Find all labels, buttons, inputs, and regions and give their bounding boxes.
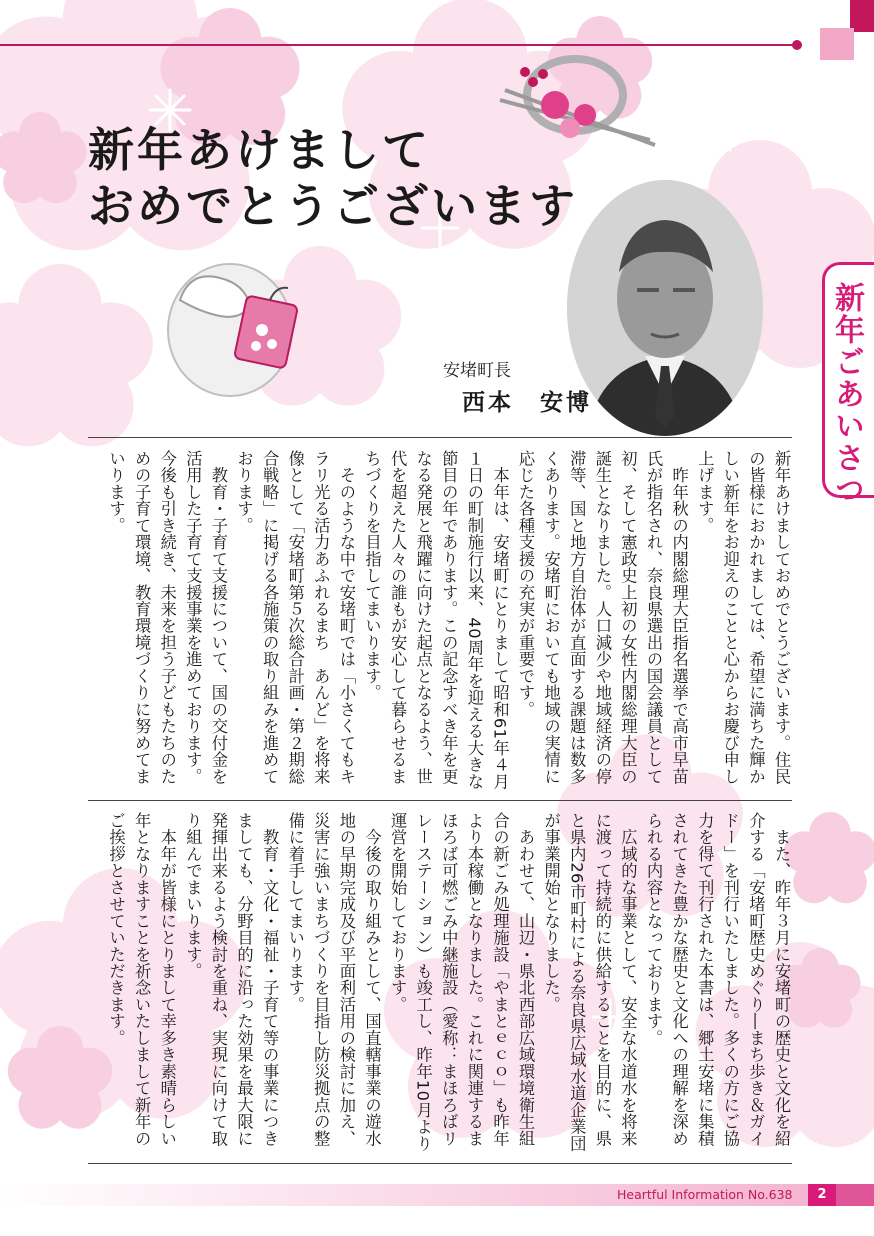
paragraph: 教育・文化・福祉・子育て等の事業につきましても、分野目的に沿った効果を最大限に発揮出来るよう検討を重ね、実現に向けて取り組んでまいります。 [183,812,280,1147]
title-line-1: 新年あけまして [88,123,431,177]
paragraph: また、昨年３月に安堵町の歴史と文化を紹介する「安堵町歴史めぐり―まち歩き＆ガイドー」を刊行いたしました。多くの方にご協力を得て刊行された本書は、郷土安堵に集積されてきた豊かな歴史と文化への理解を深められる内容となっております。 [644,812,791,1147]
title-line-2: おめでとうございます [88,179,578,233]
paragraph: 本年が皆様にとりまして幸多き素晴らしい年となりますことを祈念いたしまして新年のご挨拶とさせていただきます。 [106,812,177,1147]
article-rule-bottom [88,1163,792,1164]
article-rule-middle [88,800,792,801]
mayor-portrait [567,180,763,436]
corner-accent-square [820,28,854,60]
page-title [88,122,578,234]
paragraph: 広域的な事業として、安全な水道水を将来に渡って持続的に供給することを目的に、県と県内26市町村による奈良県広域水道企業団が事業開始となりました。 [541,812,638,1152]
author-role: 安堵町長 [443,361,511,381]
publication-name: Heartful Information No.638 [617,1187,793,1202]
paragraph: 本年は、安堵町にとりまして昭和61年４月１日の町制施行以来、40周年を迎える大きな節目の年であります。この記念すべき年を更なる発展と飛躍に向けた起点となるよう、世代を超えた人々の誰もが安心して暮らせるまちづくりを目指してまいります。 [362,450,510,790]
article-body-bottom [84,812,794,1154]
article-rule-top [88,437,792,438]
footer-accent [836,1184,874,1206]
author-name: 西本 安博 [462,390,592,416]
paragraph: そのような中で安堵町では「小さくてもキラリ光る活力あふれるまち あんど」を将来像として「安堵町第５次総合計画・第２期総合戦略」に掲げる各施策の取り組みを進めております。 [234,450,356,785]
paragraph: 教育・子育て支援について、国の交付金を活用した子育て支援事業を進めております。今後も引き続き、未来を担う子どもたちのための子育て環境、教育環境づくりに努めてまいります。 [106,450,228,785]
header-rule [0,44,798,46]
paragraph: 新年あけましておめでとうございます。住民の皆様におかれましては、希望に満ちた輝かしい新年をお迎えのことと心からお慶び申し上げます。 [695,450,791,785]
section-tab-label: 新年ごあいさつ [829,282,864,506]
paragraph: あわせて、山辺・県北西部広域環境衛生組合の新ごみ処理施設「やまとｅｃｏ」も昨年より本稼働となりました。これに関連するまほろば可燃ごみ中継施設（愛称：まほろばリレーステーション）も竣工し、昨年10月より運営を開始しております。 [388,812,536,1152]
paragraph: 今後の取り組みとして、国直轄事業の遊水地の早期完成及び平面利活用の検討に加え、災害に強いまちづくりを目指し防災拠点の整備に着手してまいります。 [285,812,382,1147]
page-number: 2 [808,1184,836,1206]
article-body-top [84,450,794,792]
header-rule-dot [792,40,802,50]
paragraph: 昨年秋の内閣総理大臣指名選挙で高市早苗氏が指名され、奈良県選出の国会議員として初、そして憲政史上初の女性内閣総理大臣の誕生となりました。人口減少や地域経済の停滞等、国と地方自治体が直面する課題は数多くあります。安堵町においても地域の実情に応じた各種支援の充実が重要です。 [516,450,689,785]
